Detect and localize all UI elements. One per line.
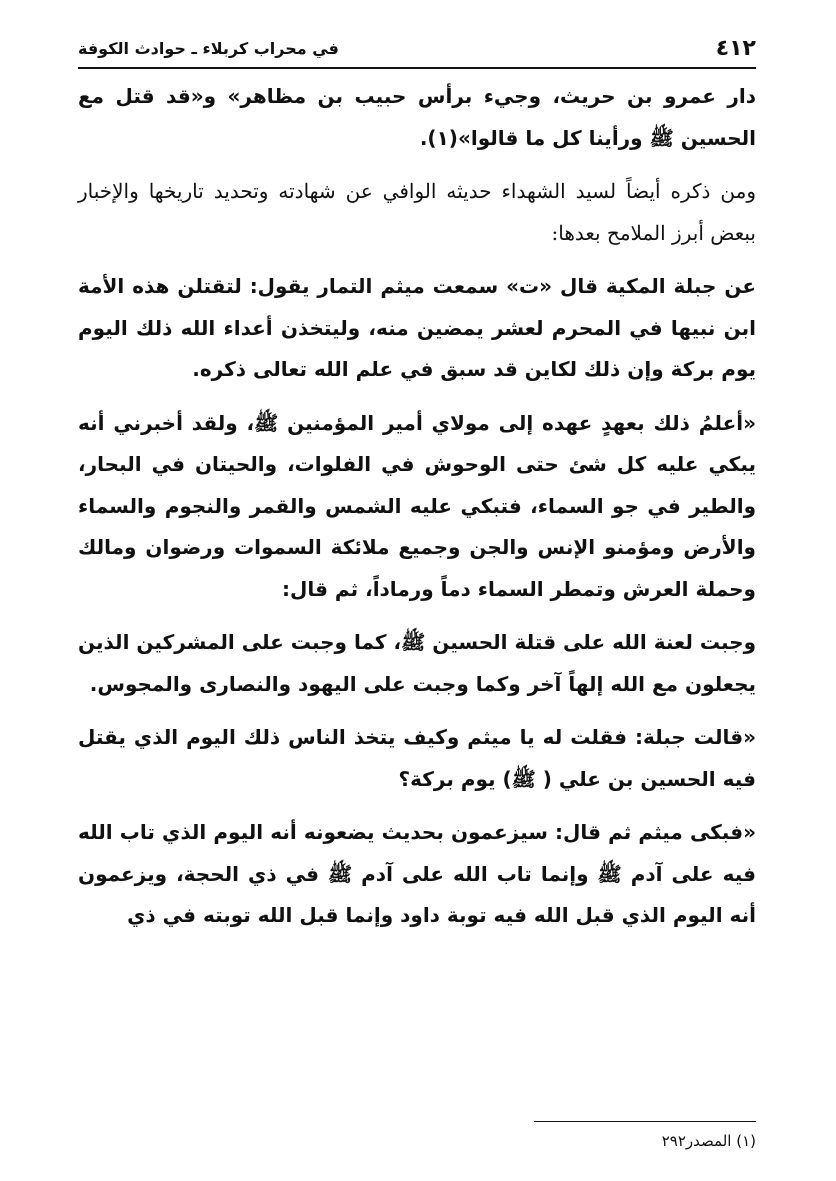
paragraph-6: «قالت جبلة: فقلت له يا ميثم وكيف يتخذ الناس ذلك اليوم الذي يقتل فيه الحسين بن علي ( ﷺ) يوم بركة؟ [78,725,756,791]
paragraph-1: دار عمرو بن حريث، وجيء برأس حبيب بن مظاهر» و«قد قتل مع الحسين ﷺ ورأينا كل ما قالوا»(١). [78,84,756,150]
paragraph-2: ومن ذكره أيضاً لسيد الشهداء حديثه الوافي عن شهادته وتحديد تاريخها والإخبار ببعض أبرز الملامح بعدها: [78,179,756,245]
body-text [78,76,756,949]
footnote-rule [534,1121,756,1122]
paragraph-3: عن جبلة المكية قال «ت» سمعت ميثم التمار يقول: لتقتلن هذه الأمة ابن نبيها في المحرم لعشر يمضين منه، وليتخذن أعداء الله ذلك اليوم يوم بركة وإن ذلك لكاين قد سبق في علم الله تعالى ذكره. [78,274,756,381]
paragraph-5: وجبت لعنة الله على قتلة الحسين ﷺ، كما وجبت على المشركين الذين يجعلون مع الله إلهاً آخر وكما وجبت على اليهود والنصارى والمجوس. [78,630,756,696]
page-number: ٤١٢ [715,35,756,61]
paragraph-7: «فبكى ميثم ثم قال: سيزعمون بحديث يضعونه أنه اليوم الذي تاب الله فيه على آدم ﷺ وإنما تاب الله على آدم ﷺ في ذي الحجة، ويزعمون أنه اليوم الذي قبل الله فيه توبة داود وإنما قبل الله توبته في ذي [78,820,756,927]
running-title: في محراب كربلاء ـ حوادث الكوفة [78,38,339,58]
footnote: (١) المصدر٢٩٢ [661,1132,756,1150]
paragraph-4: «أعلمُ ذلك بعهدٍ عهده إلى مولاي أمير المؤمنين ﷺ، ولقد أخبرني أنه يبكي عليه كل شئ حتى الوحوش في الفلوات، والحيتان في البحار، والطير في جو السماء، فتبكي عليه الشمس والقمر والنجوم والسماء والأرض ومؤمنو الإنس والجن وجميع ملائكة السموات ورضوان ومالك وحملة العرش وتمطر السماء دماً ورماداً، ثم قال: [78,410,756,601]
header-rule [78,67,756,69]
page-header [78,30,756,66]
